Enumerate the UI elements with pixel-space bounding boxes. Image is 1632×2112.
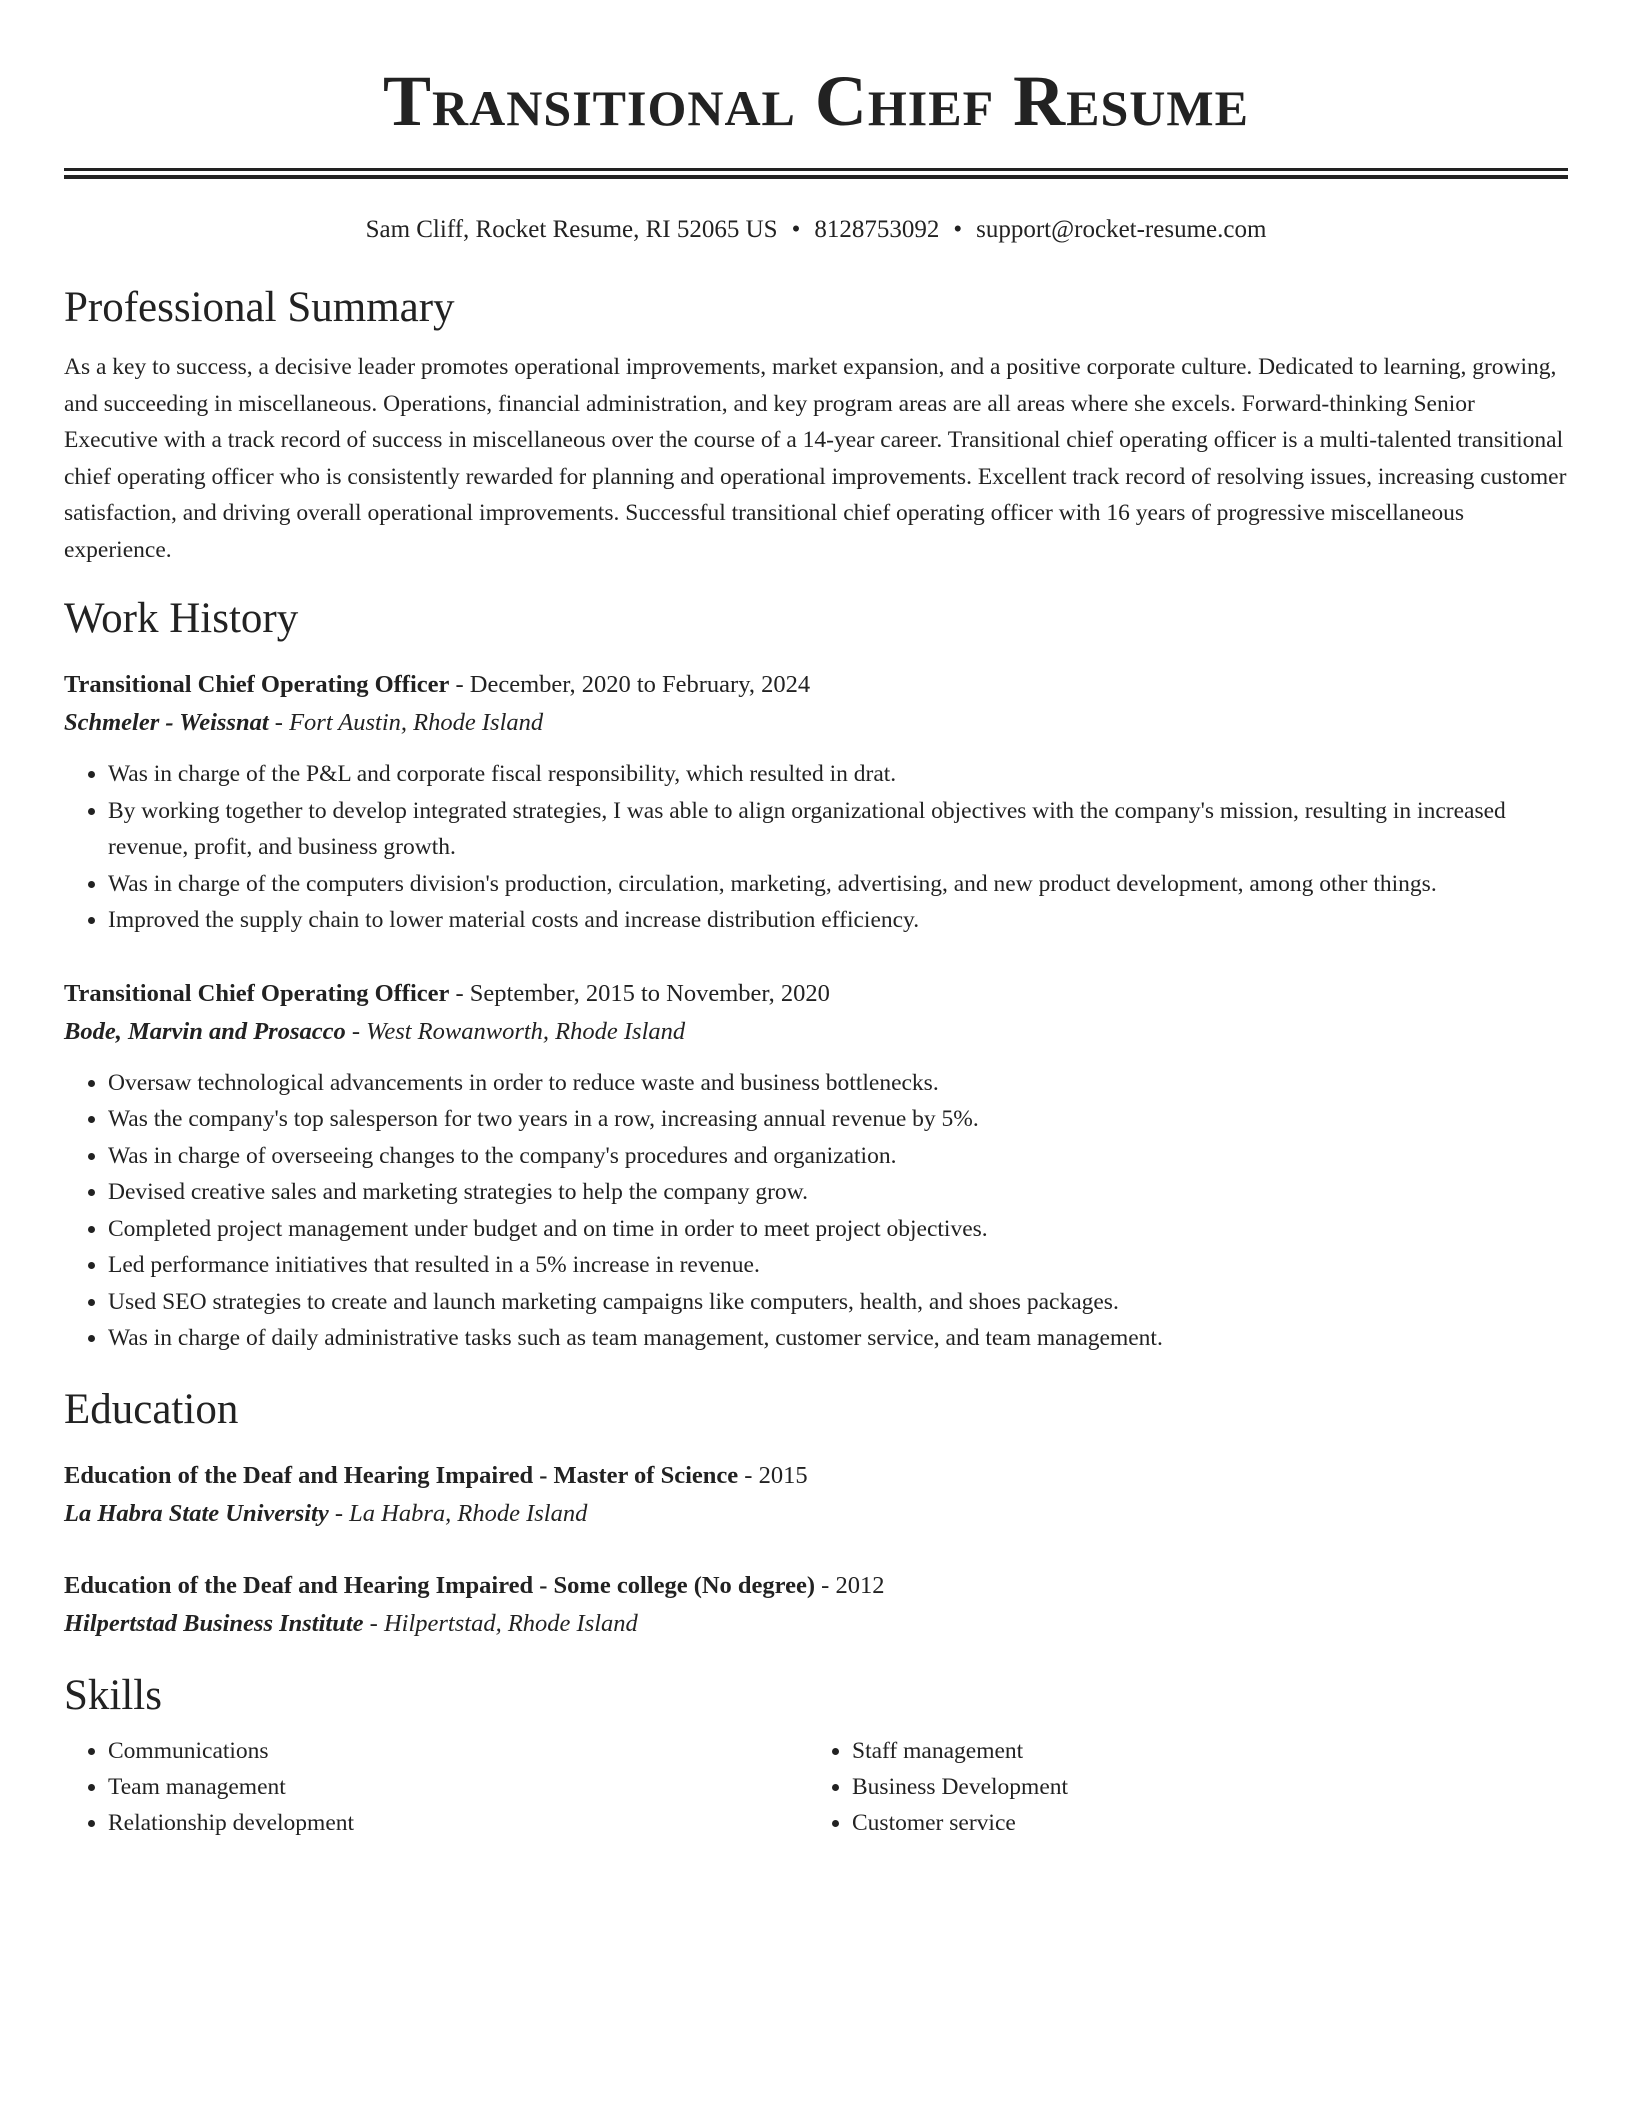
job-dates: December, 2020 to February, 2024 [469, 671, 811, 698]
job-title: Transitional Chief Operating Officer [64, 979, 450, 1007]
education-school-line: Hilpertstad Business Institute - Hilpertstad, Rhode Island [64, 1609, 638, 1637]
education-year: 2015 [758, 1461, 808, 1489]
work-history-heading: Work History [64, 595, 299, 642]
skill-item: • Relationship development [108, 1805, 808, 1841]
contact-address: Sam Cliff, Rocket Resume, RI 52065 US [365, 216, 778, 243]
list-item: • Was in charge of the P&L and corporate fiscal responsibility, which resulted in drat. [108, 756, 1568, 793]
job-company: Schmeler - Weissnat [64, 709, 269, 736]
list-item: • Used SEO strategies to create and launch marketing campaigns like computers, health, and shoes packages. [108, 1284, 1568, 1321]
list-item: • Was in charge of daily administrative tasks such as team management, customer service, and team management. [108, 1320, 1568, 1357]
education-school: Hilpertstad Business Institute [64, 1609, 364, 1637]
skill-item: • Communications [108, 1733, 808, 1769]
skills-column-left [64, 1733, 808, 1841]
list-item: • Led performance initiatives that resulted in a 5% increase in revenue. [108, 1247, 1568, 1284]
summary-text: As a key to success, a decisive leader promotes operational improvements, market expansion, and a positive corporate culture. Dedicated to learning, growing, and succeeding in miscellaneous. Operations, financial administration, and key program areas are all areas where she excels. Forward-thinking Senior Executive with a track record of success in miscellaneous over the course of a 14-year career. Transitional chief operating officer is a multi-talented transitional chief operating officer who is consistently rewarded for planning and operational improvements. Excellent track record of resolving issues, increasing customer satisfaction, and driving overall operational improvements. Successful transitional chief operating officer with 16 years of progressive miscellaneous experience. [64, 354, 1567, 563]
education-location: La Habra, Rhode Island [349, 1499, 588, 1527]
skill-item: • Customer service [852, 1805, 1552, 1841]
resume-title: Transitional Chief Resume [383, 61, 1249, 141]
job-company: Bode, Marvin and Prosacco [64, 1017, 346, 1045]
contact-line [64, 215, 1568, 245]
education-location: Hilpertstad, Rhode Island [383, 1609, 638, 1637]
list-item: • By working together to develop integrated strategies, I was able to align organizational objectives with the company's mission, resulting in increased revenue, profit, and business growth. [108, 793, 1568, 866]
job-title: Transitional Chief Operating Officer [64, 671, 450, 698]
education-year: 2012 [835, 1571, 885, 1599]
job-company-line: Schmeler - Weissnat - Fort Austin, Rhode Island [64, 709, 544, 736]
list-item: • Improved the supply chain to lower material costs and increase distribution efficiency. [108, 902, 1568, 939]
job-location: Fort Austin, Rhode Island [289, 709, 544, 736]
job-bullets [64, 1065, 1568, 1357]
job-bullets [64, 756, 1568, 939]
skills-grid [64, 1733, 1568, 1841]
skill-item: • Business Development [852, 1769, 1552, 1805]
education-header: Education of the Deaf and Hearing Impaired - Some college (No degree) - 2012 [64, 1571, 885, 1599]
job-header: Transitional Chief Operating Officer - September, 2015 to November, 2020 [64, 979, 830, 1007]
list-item: • Was in charge of overseeing changes to the company's procedures and organization. [108, 1138, 1568, 1175]
contact-separator: • [953, 216, 963, 243]
education-header: Education of the Deaf and Hearing Impaired - Master of Science - 2015 [64, 1461, 808, 1489]
education-entry [64, 1567, 1568, 1643]
list-item: • Oversaw technological advancements in order to reduce waste and business bottlenecks. [108, 1065, 1568, 1102]
education-degree: Education of the Deaf and Hearing Impaired - Master of Science [64, 1461, 739, 1489]
skill-item: • Staff management [852, 1733, 1552, 1769]
list-item: • Completed project management under budget and on time in order to meet project objectives. [108, 1211, 1568, 1248]
job-entry [64, 975, 1568, 1357]
title-divider [64, 168, 1568, 179]
education-school-line: La Habra State University - La Habra, Rhode Island [64, 1499, 588, 1527]
skill-item: • Team management [108, 1769, 808, 1805]
education-degree: Education of the Deaf and Hearing Impaired - Some college (No degree) [64, 1571, 816, 1599]
summary-heading: Professional Summary [64, 284, 455, 331]
job-dates: September, 2015 to November, 2020 [469, 979, 830, 1007]
job-entry [64, 666, 1568, 939]
contact-separator: • [791, 216, 801, 243]
contact-phone: 8128753092 [814, 216, 940, 243]
education-school: La Habra State University [64, 1499, 329, 1527]
job-location: West Rowanworth, Rhode Island [366, 1017, 686, 1045]
education-entry [64, 1457, 1568, 1533]
list-item: • Was the company's top salesperson for two years in a row, increasing annual revenue by 5%. [108, 1101, 1568, 1138]
skills-heading: Skills [64, 1671, 162, 1719]
list-item: • Was in charge of the computers division's production, circulation, marketing, advertising, and new product development, among other things. [108, 866, 1568, 903]
contact-email: support@rocket-resume.com [976, 216, 1267, 243]
skills-column-right [808, 1733, 1552, 1841]
job-company-line: Bode, Marvin and Prosacco - West Rowanworth, Rhode Island [64, 1017, 686, 1045]
job-header: Transitional Chief Operating Officer - December, 2020 to February, 2024 [64, 671, 811, 698]
list-item: • Devised creative sales and marketing strategies to help the company grow. [108, 1174, 1568, 1211]
education-heading: Education [64, 1385, 239, 1433]
